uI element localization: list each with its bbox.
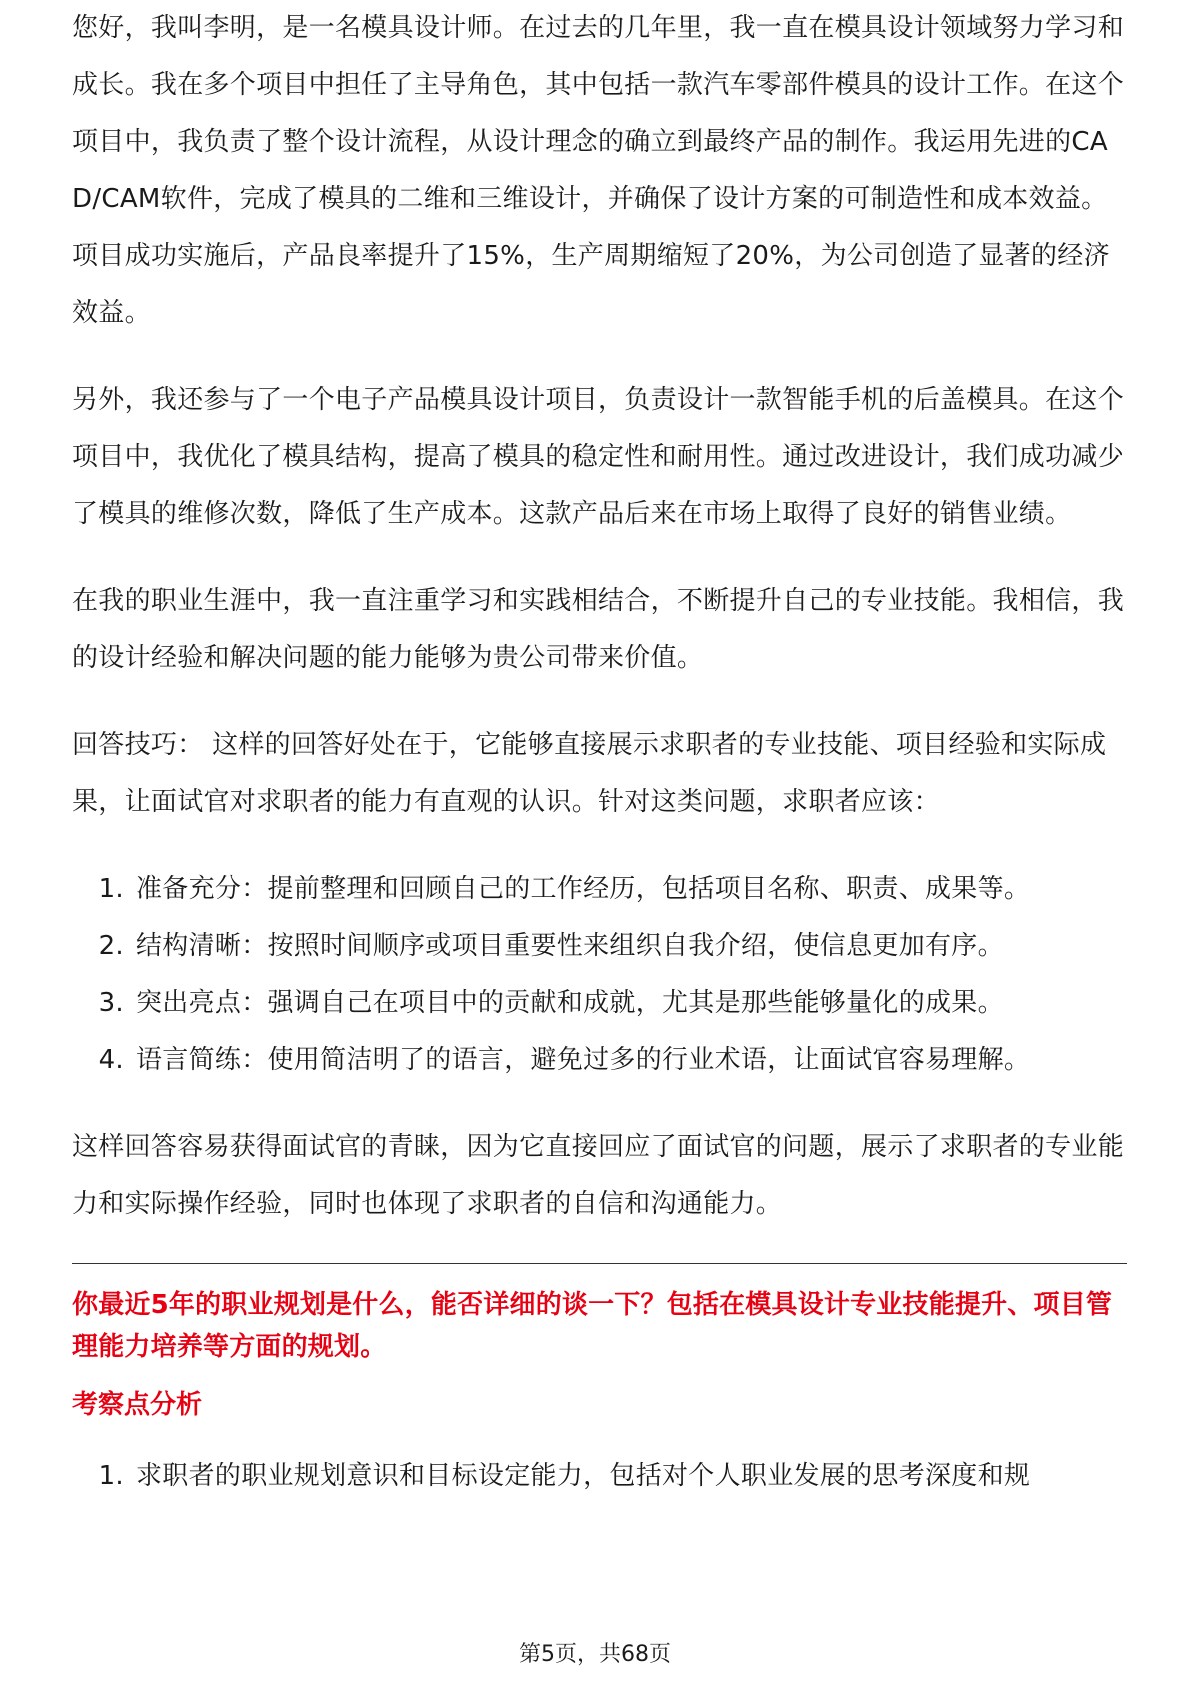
answer-tips-intro: 回答技巧： 这样的回答好处在于，它能够直接展示求职者的专业技能、项目经验和实际成果，让面试官对求职者的能力有直观的认识。针对这类问题，求职者应该： <box>72 730 1107 817</box>
answer-tips-list <box>72 861 1127 1089</box>
list-item <box>72 975 1127 1032</box>
analysis-list <box>72 1448 1127 1505</box>
interview-question: 你最近5年的职业规划是什么，能否详细的谈一下？包括在模具设计专业技能提升、项目管理能力培养等方面的规划。 <box>72 1290 1113 1362</box>
answer-paragraph-2: 另外，我还参与了一个电子产品模具设计项目，负责设计一款智能手机的后盖模具。在这个项目中，我优化了模具结构，提高了模具的稳定性和耐用性。通过改进设计，我们成功减少了模具的维修次数，降低了生产成本。这款产品后来在市场上取得了良好的销售业绩。 <box>72 385 1125 529</box>
section-divider <box>72 1263 1127 1264</box>
list-item-text: 准备充分：提前整理和回顾自己的工作经历，包括项目名称、职责、成果等。 <box>136 874 1031 904</box>
list-item <box>72 1032 1127 1089</box>
list-item <box>72 1448 1127 1505</box>
list-item <box>72 861 1127 918</box>
list-item-number: 1. <box>98 1461 124 1491</box>
list-item-text: 突出亮点：强调自己在项目中的贡献和成就，尤其是那些能够量化的成果。 <box>136 988 1004 1018</box>
list-item-number: 2. <box>98 931 124 961</box>
answer-paragraph-3: 在我的职业生涯中，我一直注重学习和实践相结合，不断提升自己的专业技能。我相信，我的设计经验和解决问题的能力能够为贵公司带来价值。 <box>72 586 1125 673</box>
analysis-heading: 考察点分析 <box>72 1390 203 1420</box>
list-item-text: 求职者的职业规划意识和目标设定能力，包括对个人职业发展的思考深度和规 <box>136 1461 1031 1491</box>
page-content <box>72 13 1127 1535</box>
list-item-text: 语言简练：使用简洁明了的语言，避免过多的行业术语，让面试官容易理解。 <box>136 1045 1031 1075</box>
page-number-footer: 第5页，共68页 <box>519 1642 671 1667</box>
closing-paragraph: 这样回答容易获得面试官的青睐，因为它直接回应了面试官的问题，展示了求职者的专业能力和实际操作经验，同时也体现了求职者的自信和沟通能力。 <box>72 1132 1125 1219</box>
list-item <box>72 918 1127 975</box>
answer-paragraph-1: 您好，我叫李明，是一名模具设计师。在过去的几年里，我一直在模具设计领域努力学习和成长。我在多个项目中担任了主导角色，其中包括一款汽车零部件模具的设计工作。在这个项目中，我负责了整个设计流程，从设计理念的确立到最终产品的制作。我运用先进的CAD/CAM软件，完成了模具的二维和三维设计，并确保了设计方案的可制造性和成本效益。项目成功实施后，产品良率提升了15%，生产周期缩短了20%，为公司创造了显著的经济效益。 <box>72 13 1125 328</box>
list-item-number: 4. <box>98 1045 124 1075</box>
list-item-number: 1. <box>98 874 124 904</box>
list-item-number: 3. <box>98 988 124 1018</box>
list-item-text: 结构清晰：按照时间顺序或项目重要性来组织自我介绍，使信息更加有序。 <box>136 931 1004 961</box>
